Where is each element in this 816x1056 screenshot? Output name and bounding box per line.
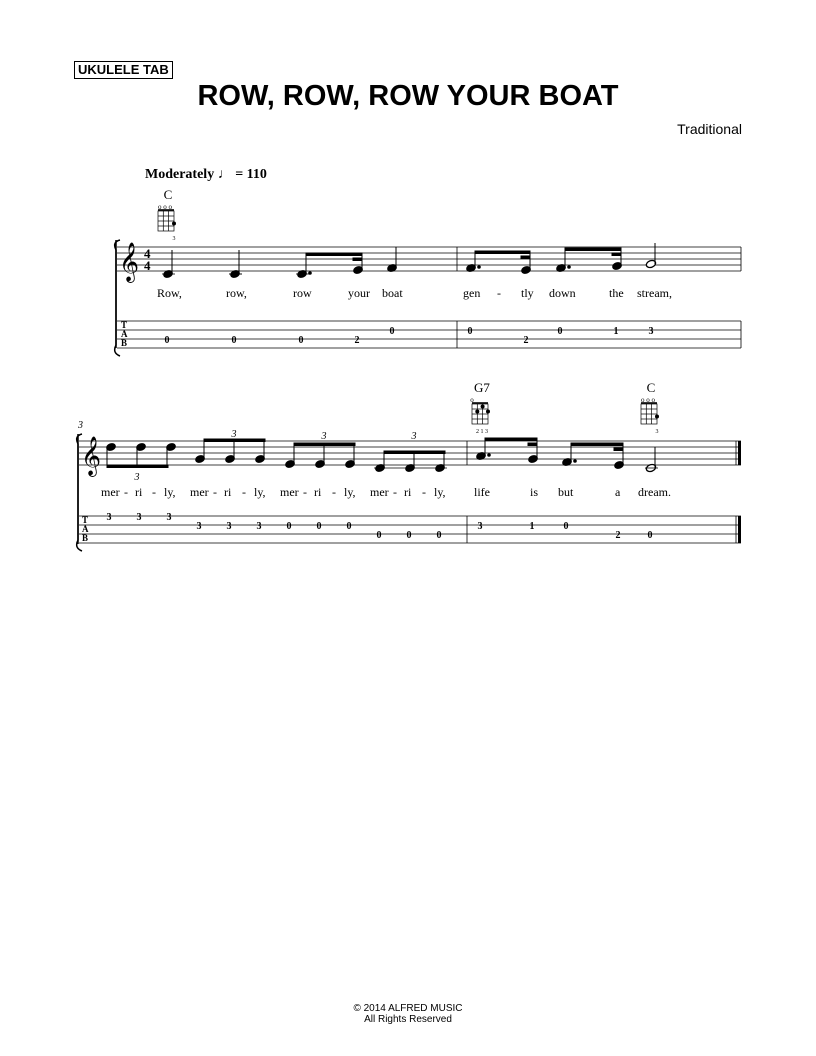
tab-numbers-1 (165, 326, 654, 346)
tuplet-3: 3 (231, 429, 237, 440)
measure-number: 3 (78, 420, 83, 431)
lyric: - (393, 485, 397, 499)
tab-fret: 3 (648, 326, 654, 337)
tempo-bpm: = 110 (235, 167, 267, 182)
song-title: ROW, ROW, ROW YOUR BOAT (197, 80, 619, 112)
lyric: mer (370, 485, 389, 499)
tuplet-3: 3 (321, 431, 327, 442)
open-strings: o (470, 396, 474, 404)
lyric: the (609, 286, 624, 300)
tab-fret: 0 (298, 335, 304, 346)
tab-fret: 2 (615, 530, 621, 541)
tuplet-3: 3 (411, 431, 417, 442)
fingering: 3 (172, 236, 176, 242)
tab-fret: 0 (389, 326, 395, 337)
tab-fret: 1 (529, 521, 535, 532)
tab-fret: 3 (226, 521, 232, 532)
svg-text:T: T (82, 515, 89, 525)
treble-clef-icon: 𝄞 (119, 244, 140, 281)
tab-clef (82, 515, 89, 543)
lyric: boat (382, 286, 403, 300)
lyric: ri (224, 485, 232, 499)
lyric: ly, (164, 485, 176, 499)
tab-fret: 0 (436, 530, 442, 541)
tuplet-3: 3 (134, 472, 140, 483)
lyric: - (124, 485, 128, 499)
chord-name: C (163, 187, 173, 202)
tab-fret: 0 (563, 521, 569, 532)
lyric: - (213, 485, 217, 499)
lyrics-2 (101, 485, 671, 499)
lyric: Row, (157, 286, 182, 300)
lyric: row (293, 286, 312, 300)
tab-fret: 3 (256, 521, 262, 532)
tab-fret: 3 (196, 521, 202, 532)
lyric: stream, (637, 286, 672, 300)
tab-fret: 2 (523, 335, 529, 346)
lyric: but (558, 485, 574, 499)
lyric: dream. (638, 485, 671, 499)
notes-measure-1 (162, 247, 397, 279)
svg-text:T: T (121, 320, 128, 330)
copyright-line: © 2014 ALFRED MUSIC (353, 1003, 463, 1014)
ukulele-tab-badge: UKULELE TAB (74, 61, 173, 79)
copyright-footer (0, 1003, 816, 1025)
triplet-1 (106, 442, 177, 483)
lyric: row, (226, 286, 247, 300)
tab-fret: 3 (477, 521, 483, 532)
chord-name: C (646, 380, 656, 395)
tab-fret: 0 (647, 530, 653, 541)
lyric: ri (314, 485, 322, 499)
tab-fret: 0 (286, 521, 292, 532)
lyric: ri (404, 485, 412, 499)
lyric: - (422, 485, 426, 499)
tab-fret: 0 (406, 530, 412, 541)
tab-fret: 3 (136, 512, 142, 523)
lyric: down (549, 286, 576, 300)
tab-fret: 0 (557, 326, 563, 337)
chord-diagram-g7 (470, 380, 490, 435)
tab-fret: 3 (106, 512, 112, 523)
lyric: ly, (434, 485, 446, 499)
tempo-text: Moderately (145, 167, 215, 182)
lyric: - (152, 485, 156, 499)
triplet-2 (195, 429, 266, 464)
treble-clef-icon: 𝄞 (81, 438, 102, 475)
chord-name: G7 (474, 380, 490, 395)
lyric: gen (463, 286, 481, 300)
lyric: - (242, 485, 246, 499)
svg-text:B: B (82, 533, 89, 543)
lyric: a (615, 485, 621, 499)
lyrics-1 (157, 286, 672, 300)
lyric: mer (280, 485, 299, 499)
tab-fret: 0 (164, 335, 170, 346)
tab-fret: 0 (467, 326, 473, 337)
tab-fret: 2 (354, 335, 360, 346)
composer-credit: Traditional (677, 121, 742, 137)
lyric: ly, (254, 485, 266, 499)
fingering: 3 (655, 429, 659, 435)
triplet-4 (374, 431, 447, 473)
system-2 (77, 380, 741, 551)
open-strings: o o o (158, 203, 172, 211)
tab-clef (121, 320, 128, 348)
tab-fret: 0 (231, 335, 237, 346)
tab-fret: 0 (316, 521, 322, 532)
tab-staff-1 (117, 321, 741, 348)
tab-fret: 3 (166, 512, 172, 523)
lyric: tly (521, 286, 534, 300)
svg-text:4: 4 (144, 246, 151, 261)
lyric: life (474, 485, 490, 499)
svg-text:B: B (121, 338, 128, 348)
chord-diagram-c-2 (641, 380, 659, 435)
rights-line: All Rights Reserved (364, 1014, 452, 1025)
lyric: your (348, 286, 370, 300)
time-signature (144, 246, 151, 273)
lyric: - (332, 485, 336, 499)
tab-fret: 0 (346, 521, 352, 532)
triplet-3 (285, 431, 356, 469)
lyric: ly, (344, 485, 356, 499)
tab-fret: 0 (376, 530, 382, 541)
lyric: mer (101, 485, 120, 499)
chord-diagram-c (158, 187, 176, 242)
lyric: - (497, 286, 501, 300)
lyric: ri (135, 485, 143, 499)
lyric: mer (190, 485, 209, 499)
quarter-note-icon: ♩ (217, 167, 232, 182)
lyric: - (303, 485, 307, 499)
lyric: is (530, 485, 539, 499)
svg-text:4: 4 (144, 258, 151, 273)
svg-text:A: A (82, 524, 89, 534)
open-strings: o o o (641, 396, 655, 404)
system-1 (115, 187, 741, 356)
fingering: 2 1 3 (476, 429, 488, 435)
svg-text:A: A (121, 329, 128, 339)
tab-fret: 1 (613, 326, 619, 337)
notes-measure-4 (476, 438, 658, 473)
